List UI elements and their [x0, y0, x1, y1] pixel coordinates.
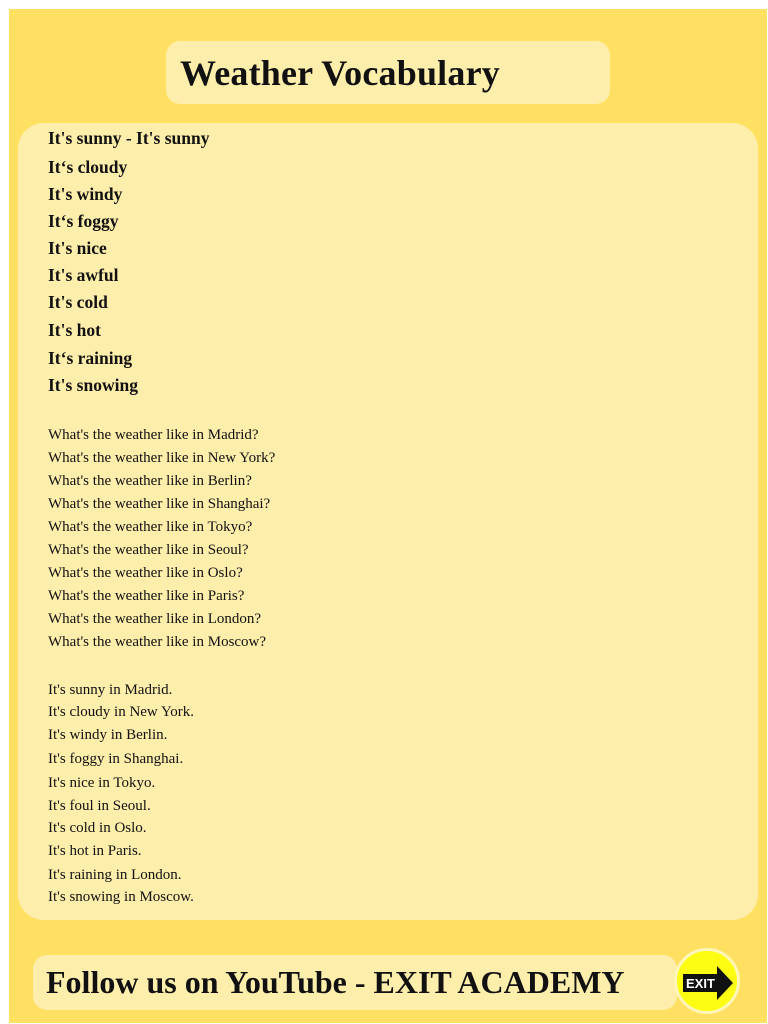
question-item: What's the weather like in Madrid? [48, 427, 259, 443]
answer-item: It's nice in Tokyo. [48, 775, 156, 791]
answer-item: It's windy in Berlin. [48, 727, 168, 743]
phrase-item: It's cold [48, 292, 108, 312]
phrase-item: It‘s raining [48, 348, 133, 368]
answer-item: It's cold in Oslo. [48, 820, 147, 836]
phrase-item: It's windy [48, 184, 123, 204]
exit-academy-logo[interactable] [674, 948, 740, 1014]
phrase-item: It's sunny - It's sunny [48, 128, 210, 148]
answer-item: It's hot in Paris. [48, 843, 142, 859]
phrase-item: It's awful [48, 265, 119, 285]
phrase-item: It‘s foggy [48, 211, 119, 231]
phrase-item: It‘s cloudy [48, 157, 128, 177]
answer-item: It's sunny in Madrid. [48, 682, 173, 698]
vocabulary-panel [18, 123, 758, 920]
question-item: What's the weather like in Moscow? [48, 634, 267, 650]
question-item: What's the weather like in London? [48, 611, 262, 627]
question-item: What's the weather like in Berlin? [48, 473, 252, 489]
page-title: Weather Vocabulary [180, 52, 500, 93]
footer-text: Follow us on YouTube - EXIT ACADEMY [46, 964, 625, 1000]
answer-item: It's foul in Seoul. [48, 798, 151, 814]
phrase-item: It's hot [48, 320, 101, 340]
question-item: What's the weather like in Shanghai? [48, 496, 271, 512]
question-item: What's the weather like in Seoul? [48, 542, 249, 558]
phrase-item: It's nice [48, 238, 107, 258]
answer-item: It's raining in London. [48, 867, 182, 883]
answer-item: It's cloudy in New York. [48, 704, 195, 720]
question-item: What's the weather like in New York? [48, 450, 276, 466]
title-banner [166, 41, 610, 104]
question-item: What's the weather like in Oslo? [48, 565, 243, 581]
phrase-item: It's snowing [48, 375, 138, 395]
answer-item: It's foggy in Shanghai. [48, 751, 184, 767]
exit-logo-label: EXIT [686, 976, 715, 991]
question-item: What's the weather like in Tokyo? [48, 519, 253, 535]
footer-banner [33, 955, 677, 1010]
answer-item: It's snowing in Moscow. [48, 889, 194, 905]
exit-arrow-icon [677, 951, 737, 1011]
question-item: What's the weather like in Paris? [48, 588, 245, 604]
